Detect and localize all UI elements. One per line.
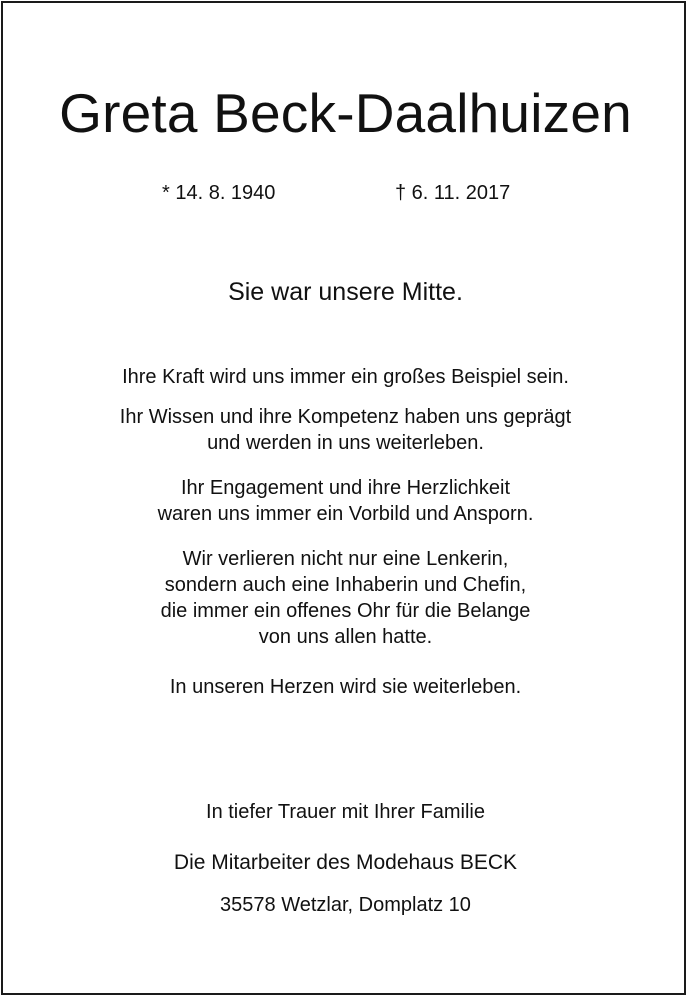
paragraph-line: waren uns immer ein Vorbild und Ansporn. bbox=[157, 503, 534, 525]
paragraph-line: die immer ein offenes Ohr für die Belange bbox=[160, 600, 531, 622]
birth-date: * 14. 8. 1940 bbox=[162, 182, 276, 204]
paragraph-line: sondern auch eine Inhaberin und Chefin, bbox=[164, 574, 527, 596]
paragraph-1 bbox=[0, 364, 691, 390]
mourning-line: In tiefer Trauer mit Ihrer Familie bbox=[206, 801, 485, 823]
paragraph-3 bbox=[0, 475, 691, 527]
motto: Sie war unsere Mitte. bbox=[228, 278, 463, 306]
paragraph-5 bbox=[0, 674, 691, 700]
paragraph-line: Ihre Kraft wird uns immer ein großes Beispiel sein. bbox=[122, 366, 569, 388]
life-dates bbox=[0, 180, 691, 206]
paragraph-line: Ihr Engagement und ihre Herzlichkeit bbox=[180, 477, 511, 499]
signatory: Die Mitarbeiter des Modehaus BECK bbox=[173, 851, 518, 874]
deceased-name: Greta Beck-Daalhuizen bbox=[59, 82, 632, 144]
address: 35578 Wetzlar, Domplatz 10 bbox=[220, 894, 471, 916]
death-date: † 6. 11. 2017 bbox=[395, 182, 511, 204]
paragraph-line: Ihr Wissen und ihre Kompetenz haben uns geprägt bbox=[119, 406, 572, 428]
paragraph-2 bbox=[0, 404, 691, 456]
paragraph-line: Wir verlieren nicht nur eine Lenkerin, bbox=[182, 548, 509, 570]
paragraph-line: und werden in uns weiterleben. bbox=[207, 432, 484, 454]
paragraph-line: von uns allen hatte. bbox=[258, 626, 433, 648]
paragraph-line: In unseren Herzen wird sie weiterleben. bbox=[169, 676, 522, 698]
paragraph-4 bbox=[0, 546, 691, 650]
